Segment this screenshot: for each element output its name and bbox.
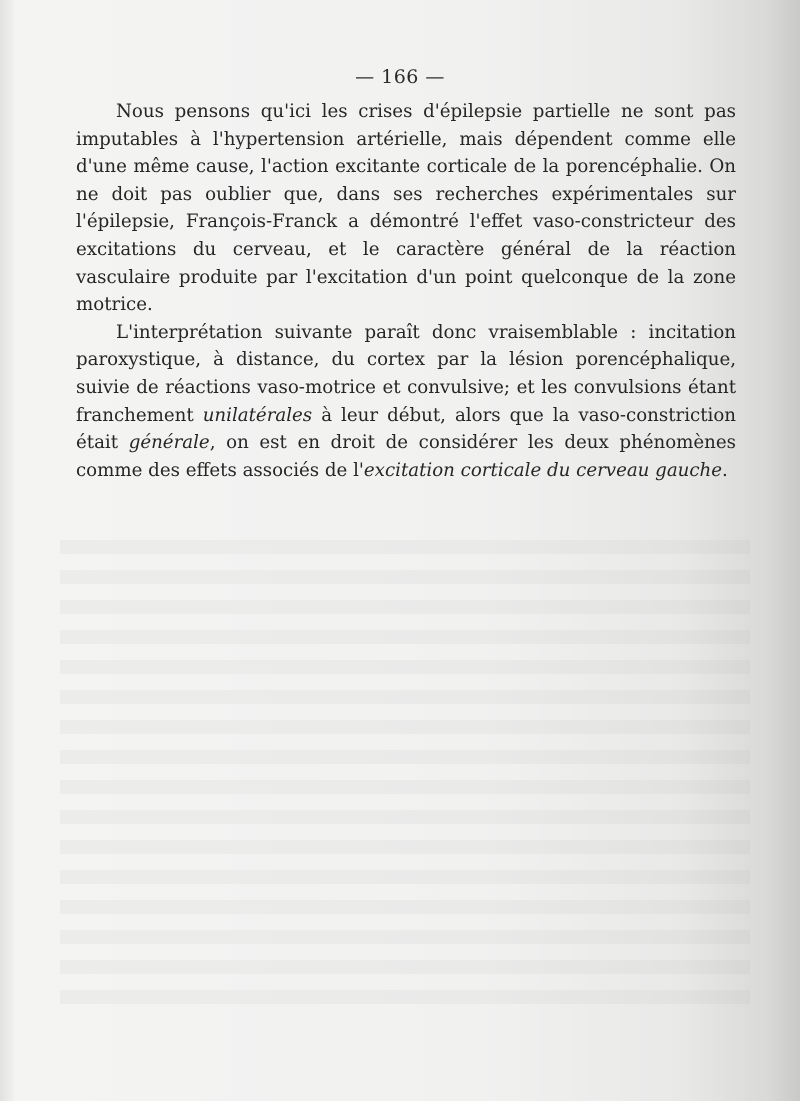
paragraph-2-text-a: L'interprétation suivante paraît donc vraisemblable : incitation paroxystique, à distance, du cortex par la lésion porencéphalique, suivie de réactions vaso-motrice et convulsive; et les convulsions étant franchement (76, 321, 736, 426)
page-number: — 166 — (355, 66, 445, 88)
paragraph-1 (76, 98, 736, 319)
show-through-shadow (60, 540, 750, 1020)
paragraph-2-text-b: à leur début, alors que la vaso-constriction était (76, 404, 736, 454)
italic-unilaterales: unilatérales (202, 404, 313, 426)
paragraph-2-text-d: . (722, 459, 728, 481)
italic-excitation-corticale: excitation corticale du cerveau gauche (363, 459, 723, 481)
page-edge-shadow (0, 0, 14, 1101)
body-text (76, 98, 736, 484)
paragraph-1-text: Nous pensons qu'ici les crises d'épilepsie partielle ne sont pas imputables à l'hypertension artérielle, mais dépendent comme elle d'une même cause, l'action excitante corticale de la porencéphalie. On ne doit pas oublier que, dans ses recherches expérimentales sur l'épilepsie, François-Franck a démontré l'effet vaso-constricteur des excitations du cerveau, et le caractère général de la réaction vasculaire produite par l'excitation d'un point quelconque de la zone motrice. (76, 101, 736, 316)
paragraph-2-text-c: , on est en droit de considérer les deux phénomènes comme des effets associés de l' (76, 432, 736, 481)
paragraph-2 (76, 319, 736, 485)
italic-generale: générale (128, 432, 210, 454)
